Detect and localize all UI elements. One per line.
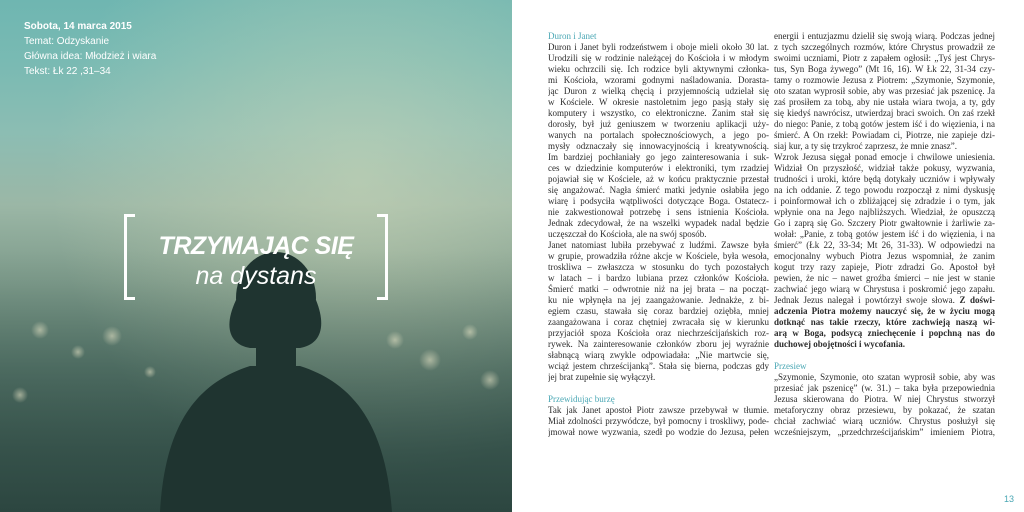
text-line: siaj kur, a ty się trzykroć zaprzesz, że mnie znasz”. <box>774 141 958 151</box>
text-line: Miał zdolności przywódcze, był pomocny i troskliwy, pode- <box>548 416 769 426</box>
text-line: wołał: „Panie, z tobą gotów jestem iść i do więzienia, i na <box>774 229 995 239</box>
text-line: egiem czasu, stawała się coraz bardziej oziębła, mniej <box>548 306 769 316</box>
text-line: Wzrok Jezusa sięgał ponad emocje i chwilowe uniesienia. <box>774 152 995 162</box>
text-line: komputery i wszystko, co elektroniczne. Zanim stał się <box>548 108 769 118</box>
text-line: zaangażowana i coraz chętniej zwracała się w kierunku <box>548 317 769 327</box>
text-line: tamy o rozmowie Jezusa z Piotrem: „Szymonie, Szymonie, <box>774 75 995 85</box>
text-line: wciąż jestem chrześcijanką”. Stała się bierna, podczas gdy <box>548 361 769 371</box>
text-line: jmował nowe wyzwania, szedł po wodzie do Jezusa, pełen <box>548 427 769 437</box>
text-line: wcześniejszym, „przedchrześcijańskim” imieniem Piotra, <box>774 427 995 437</box>
title-block <box>124 214 388 304</box>
title-line-2: na dystans <box>195 262 317 290</box>
text-column-right <box>774 31 995 438</box>
text-line: wanych na portalach społecznościowych, a jego po- <box>548 130 769 140</box>
text-line: duchowej obojętności i wycofania. <box>774 339 905 349</box>
text-line: wiarę i podsyciła wątpliwości dotyczące Boga. Ostatecz- <box>548 196 769 206</box>
meta-topic: Temat: Odzyskanie <box>24 36 110 47</box>
text-line: i poinformował ich o zbliżającej się zdradzie i o tym, jak <box>774 196 995 206</box>
text-line: się kiedyś nawrócisz, utwierdzaj braci swoich. On zaś rzekł <box>774 108 995 118</box>
text-line: adczenia Piotra możemy nauczyć się, że w życiu mogą <box>774 306 995 316</box>
text-line: nie zakwestionował potrzebę i sens istnienia Kościoła. <box>548 207 769 217</box>
text-line: mysły odznaczały się innowacyjnością i kreatywnością. <box>548 141 769 151</box>
text-line: dorosły, był już geniuszem w tworzeniu aplikacji uży- <box>548 119 769 129</box>
text-line: Im bardziej pochłaniały go jego zainteresowania i suk- <box>548 152 769 162</box>
text-line: Go i zaprą się Go. Szczery Piotr gwałtownie i żarliwie za- <box>774 218 995 228</box>
text-line: „Szymonie, Szymonie, oto szatan wyprosił sobie, aby was <box>774 372 995 382</box>
text-line: mi Kościoła, wzorami godnymi naśladowania. Dorasta- <box>548 75 769 85</box>
section-heading: Przewidując burzę <box>548 394 615 404</box>
text-line: metaforyczny obraz przesiewu, by pokazać, że szatan <box>774 405 995 415</box>
text-page <box>512 0 1024 512</box>
bold-text-run: Z doświ- <box>959 295 995 305</box>
text-line: śmierć. A On rzekł: Powiadam ci, Piotrze, nie zapieje dzi- <box>774 130 995 140</box>
text-line: jąc Duron z wielką chęcią i przyjemnością udzielał się <box>548 86 769 96</box>
text-line: Duron i Janet byli rodzeństwem i oboje mieli około 30 lat. <box>548 42 769 52</box>
title-line-1: TRZYMAJĄC SIĘ <box>158 232 354 260</box>
meta-text: Tekst: Łk 22 ,31–34 <box>24 66 111 77</box>
text-line: pojawiał się w Kościele, aż w końcu praktycznie przestał <box>548 174 769 184</box>
text-line: arą w Boga, podsycą zniechęcenie i popchną nas do <box>774 328 995 338</box>
text-line: Jednak zdecydował, że na wszelki wypadek nadal będzie <box>548 218 769 228</box>
text-line: dotknąć nas takie rzeczy, które zachwieją naszą wi- <box>774 317 995 327</box>
text-line: swoimi uczniami, Piotr z zapałem ogłosił: „Tyś jest Chrys- <box>774 53 995 63</box>
meta-idea: Główna idea: Młodzież i wiara <box>24 51 157 62</box>
text-line: kogut trzy razy zapieje, Piotr zdradzi Go. Apostoł był <box>774 262 995 272</box>
text-line: zachwiać jego wiarą w Chrystusa i poskromić jego zapału. <box>774 284 995 294</box>
text-line: zaś prosiłem za tobą, aby nie ustała wiara twoja, a ty, gdy <box>774 97 995 107</box>
text-line: w latach – i bardzo lubiana przez członków Kościoła. <box>548 273 769 283</box>
text-line: Urodzili się w rodzinie należącej do Kościoła i w młodym <box>548 53 769 63</box>
text-line: w Kościele. W okresie nastoletnim jego pasją stały się <box>548 97 769 107</box>
text-line: jej brat zupełnie się wyłączył. <box>548 372 656 382</box>
page-number: 13 <box>1003 494 1014 504</box>
text-line: się angażować. Nagła śmierć matki jedynie osłabiła jego <box>548 185 769 195</box>
text-line: Widział On przyszłość, widział także pokusy, wyzwania, <box>774 163 995 173</box>
text-line: ces w dziedzinie komputerów i elektroniki, tym rzadziej <box>548 163 769 173</box>
text-line: chciał zachwiać wiarą uczniów. Chrystus posłużył się <box>774 416 995 426</box>
text-line: do niego: Panie, z tobą gotów jestem iść i do więzienia, i na <box>774 119 995 129</box>
text-line: w grupie, prowadziła różne akcje w Kościele, była wesoła, <box>548 251 769 261</box>
text-column-left <box>548 31 769 438</box>
text-run: Jednak Jezus nalegał i powtórzył swoje słowa. <box>774 295 960 305</box>
text-line: ku nie wpłynęła na jej zaangażowanie. Jednakże, z bi- <box>548 295 769 305</box>
text-line <box>774 295 995 306</box>
text-line: rywek. Na zainteresowanie członków zboru jej wyraźnie <box>548 339 769 349</box>
text-line: przyjaciół spoza Kościoła oraz niechrześcijańskich roz- <box>548 328 769 338</box>
text-line: wieku ochrzcili się. Ich rodzice byli aktywnymi członka- <box>548 64 769 74</box>
text-line: Janet natomiast lubiła przebywać z ludźmi. Zawsze była <box>548 240 769 250</box>
meta-date: Sobota, 14 marca 2015 <box>24 21 132 32</box>
section-heading: Przesiew <box>774 361 807 371</box>
section-heading: Duron i Janet <box>548 31 597 41</box>
text-line: na ich oddanie. Z tego powodu rozpoczął z nimi dyskusję <box>774 185 995 195</box>
text-line: troskliwa – zwłaszcza w stosunku do tych pozostałych <box>548 262 769 272</box>
text-line: Tak jak Janet apostoł Piotr zawsze przebywał w tłumie. <box>548 405 769 415</box>
paragraph-gap <box>548 383 769 394</box>
text-line: wpłynie ona na Jego najbliższych. Wiedział, że opuszczą <box>774 207 995 217</box>
text-line: pewien, że nic – nawet groźba śmierci – nie jest w stanie <box>774 273 995 283</box>
text-line: energii i entuzjazmu dzielił się swoją wiarą. Podczas jednej <box>774 31 995 41</box>
text-line: tus, Syn Boga żywego” (Mt 16, 16). W Łk 22, 31-34 czy- <box>774 64 995 74</box>
meta-block <box>24 19 156 79</box>
text-line: uczęszczał do Kościoła, ale na swój sposób. <box>548 229 707 239</box>
text-line: z tych szczególnych rozmów, które Chrystus prowadził ze <box>774 42 995 52</box>
text-line: Jezusa skierowana do Piotra. W niej Chrystus stworzył <box>774 394 995 404</box>
text-line: Śmierć matki – odwrotnie niż na jej brata – na począt- <box>548 284 769 294</box>
text-line: oto szatan wyprosił sobie, aby was przesiać jak pszenicę. Ja <box>774 86 995 96</box>
text-line: przesiać jak pszenicę” (w. 31.) – taka była przepowiednia <box>774 383 995 393</box>
text-line: trudności i uroki, które będą dotykały uczniów i wpływały <box>774 174 995 184</box>
text-line: słabnącą wiarą zwykle odpowiadała: „Nie martwcie się, <box>548 350 769 360</box>
paragraph-gap <box>774 350 995 361</box>
text-line: emocjonalny wybuch Piotra Jezus wspomniał, że zanim <box>774 251 995 261</box>
text-line: śmierć” (Łk 22, 33-34; Mt 26, 31-33). W odpowiedzi na <box>774 240 995 250</box>
